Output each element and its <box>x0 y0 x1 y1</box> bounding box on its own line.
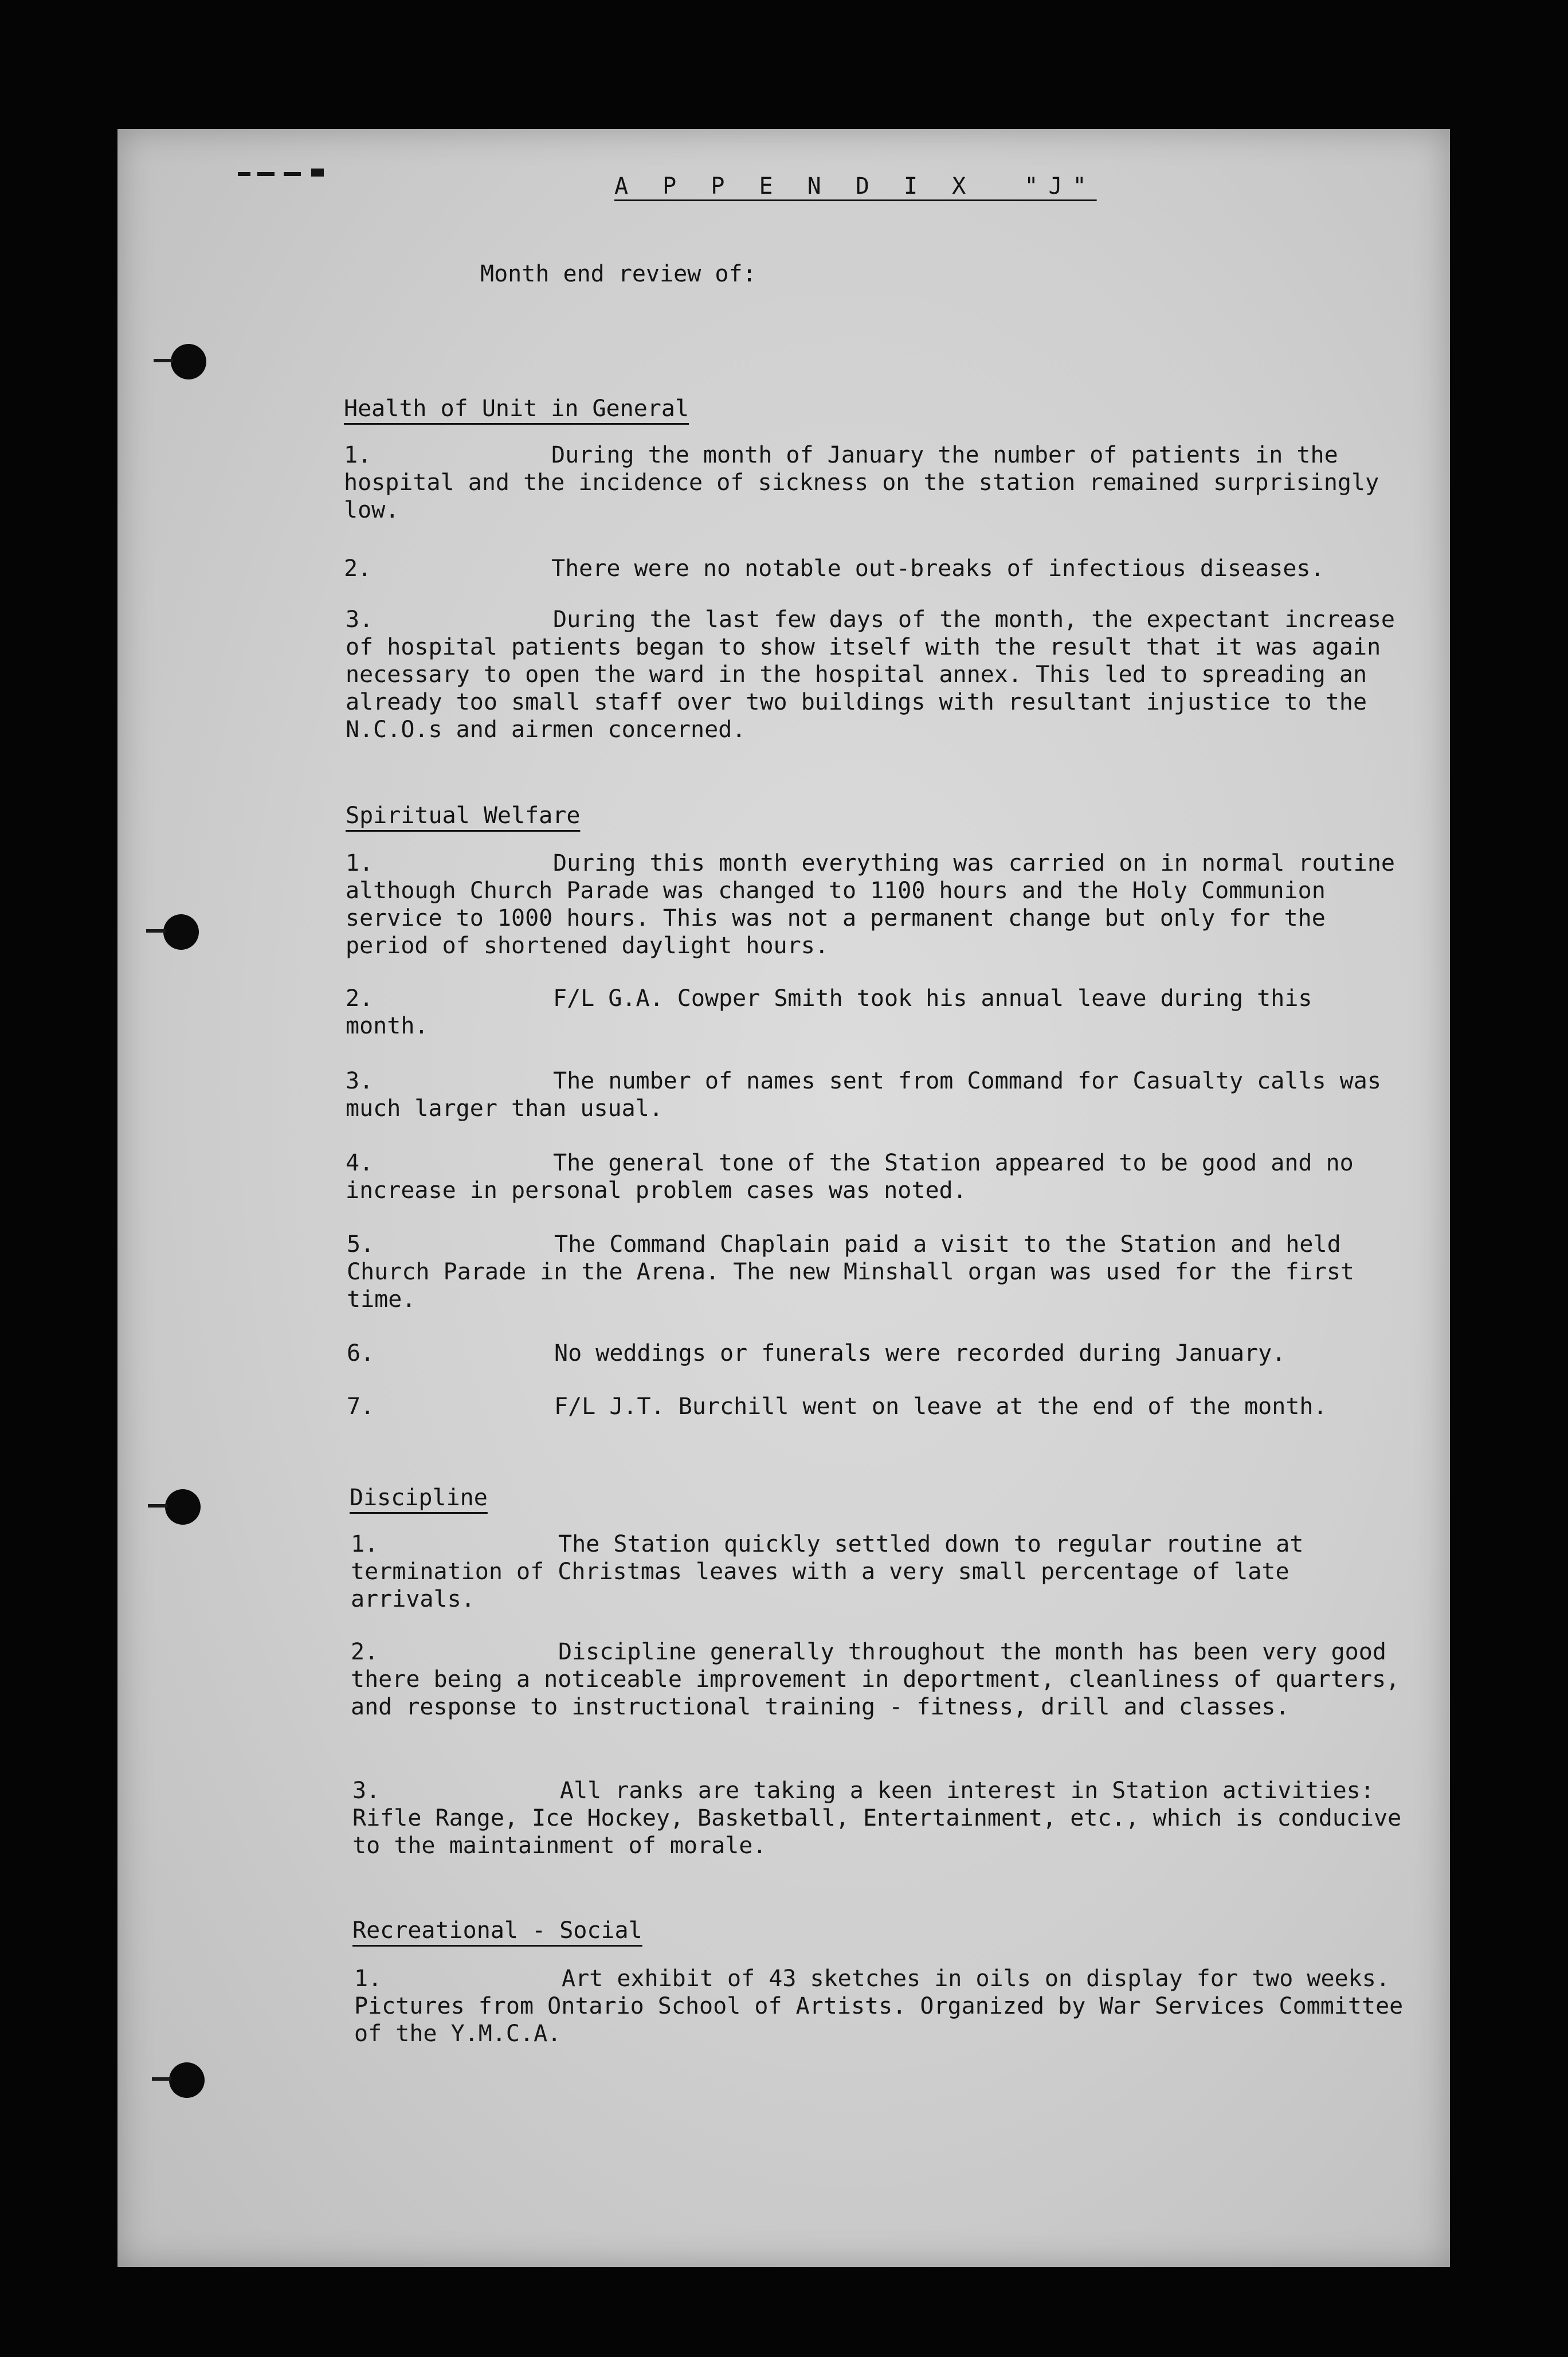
paragraph-number: 7. <box>347 1393 375 1420</box>
paragraph-text: The number of names sent from Command for Casualty calls was much larger than usual. <box>346 1068 1381 1122</box>
paragraph <box>354 1965 1409 2047</box>
page-title: A P P E N D I X "J" <box>614 173 1097 199</box>
paragraph <box>347 1393 1401 1420</box>
paragraph-text: The Station quickly settled down to regular routine at termination of Christmas leaves with a very small percentage of late arrivals. <box>351 1531 1304 1612</box>
paragraph <box>351 1530 1405 1613</box>
paragraph-number: 3. <box>346 1068 374 1094</box>
paragraph-number: 2. <box>346 985 374 1012</box>
paragraph-text: No weddings or funerals were recorded during January. <box>554 1340 1286 1367</box>
paragraph-number: 3. <box>346 606 374 633</box>
paragraph-number: 1. <box>351 1531 379 1557</box>
paragraph-number: 6. <box>347 1340 375 1367</box>
page-subtitle: Month end review of: <box>480 261 756 287</box>
paragraph-number: 3. <box>352 1777 381 1804</box>
paragraph <box>346 1067 1400 1122</box>
section-heading-recreational-social: Recreational - Social <box>352 1917 642 1944</box>
punch-hole <box>169 2062 205 2098</box>
paragraph <box>346 1149 1400 1204</box>
paragraph-text: There were no notable out-breaks of infectious diseases. <box>551 555 1324 582</box>
paragraph-text: The Command Chaplain paid a visit to the Station and held Church Parade in the Arena. The new Minshall organ was used for the first time. <box>347 1231 1354 1313</box>
paragraph <box>347 1231 1401 1313</box>
pen-mark <box>238 172 324 177</box>
paragraph <box>344 555 1398 582</box>
paragraph-number: 5. <box>347 1231 375 1258</box>
paragraph-text: During the last few days of the month, the expectant increase of hospital patients began to show itself with the result that it was again necessary to open the ward in the hospital annex. This led to spreading an already too small staff over two buildings with resultant injustice to the N.C.O.s and airmen concerned. <box>346 606 1395 743</box>
paragraph-text: Art exhibit of 43 sketches in oils on display for two weeks. Pictures from Ontario School of Artists. Organized by War Services Committee of the Y.M.C.A. <box>354 1966 1404 2047</box>
paragraph-text: F/L J.T. Burchill went on leave at the end of the month. <box>554 1393 1327 1420</box>
paragraph-number: 2. <box>351 1639 379 1665</box>
punch-hole <box>163 914 199 950</box>
paragraph-text: Discipline generally throughout the month has been very good there being a noticeable improvement in deportment, cleanliness of quarters, and response to instructional training - fitness, drill and classes. <box>351 1639 1400 1720</box>
section-heading-discipline: Discipline <box>350 1485 488 1511</box>
paragraph <box>351 1638 1405 1721</box>
section-heading-spiritual-welfare: Spiritual Welfare <box>346 802 581 829</box>
punch-hole <box>171 344 206 379</box>
paragraph <box>346 985 1400 1040</box>
section-heading-health: Health of Unit in General <box>344 396 689 422</box>
paragraph <box>346 849 1400 960</box>
paragraph <box>344 441 1398 524</box>
paragraph-text: During this month everything was carried on in normal routine although Church Parade was changed to 1100 hours and the Holy Communion service to 1000 hours. This was not a permanent change but only for the period of shortened daylight hours. <box>346 850 1395 959</box>
paragraph-number: 1. <box>346 850 374 876</box>
paragraph-number: 1. <box>344 442 372 468</box>
paragraph-number: 2. <box>344 555 372 582</box>
paragraph-number: 1. <box>354 1966 382 1992</box>
paragraph-number: 4. <box>346 1150 374 1176</box>
paragraph <box>347 1340 1401 1367</box>
paragraph-text: F/L G.A. Cowper Smith took his annual leave during this month. <box>346 985 1312 1039</box>
paragraph-text: The general tone of the Station appeared to be good and no increase in personal problem cases was noted. <box>346 1150 1354 1204</box>
punch-hole <box>165 1489 201 1525</box>
paragraph <box>352 1777 1407 1859</box>
paragraph-text: All ranks are taking a keen interest in Station activities: Rifle Range, Ice Hockey, Basketball, Entertainment, etc., which is conducive to the maintainment of morale. <box>352 1777 1402 1859</box>
paragraph <box>346 606 1400 743</box>
paragraph-text: During the month of January the number of patients in the hospital and the incidence of sickness on the station remained surprisingly low. <box>344 442 1379 523</box>
